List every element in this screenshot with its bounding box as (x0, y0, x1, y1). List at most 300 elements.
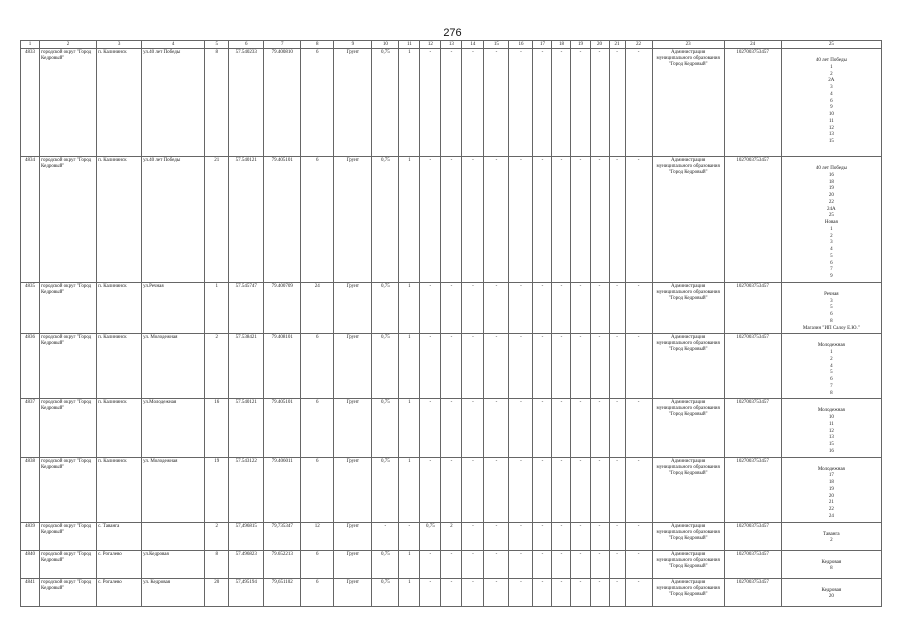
table-cell: - (420, 49, 441, 157)
table-cell: городской округ "Город Кедровый" (40, 282, 97, 334)
house-list-item: 17 (828, 473, 834, 479)
house-list-cell (781, 49, 881, 157)
registry-table (20, 40, 882, 607)
column-header: 2 (40, 41, 97, 49)
table-cell: - (509, 282, 533, 334)
table-cell: - (590, 49, 609, 157)
table-row (21, 282, 882, 334)
table-cell: - (533, 399, 552, 457)
house-list-item: 16 (828, 172, 834, 178)
table-cell: ул. Кедровая (142, 578, 205, 606)
table-cell: - (484, 578, 509, 606)
table-cell: городской округ "Город Кедровый" (40, 49, 97, 157)
house-list-item: 20 (828, 493, 834, 499)
table-cell: 79,651102 (264, 578, 301, 606)
house-list-item: 6 (830, 260, 833, 266)
table-cell: городской округ "Город Кедровый" (40, 550, 97, 578)
table-cell: - (609, 157, 625, 283)
house-list-item: 2А (828, 78, 835, 84)
table-cell: Грунт (334, 578, 372, 606)
table-cell: п. Калининск (97, 399, 142, 457)
table-cell: - (372, 522, 399, 550)
table-cell: 1 (399, 457, 420, 522)
table-cell: Грунт (334, 282, 372, 334)
table-cell: - (509, 578, 533, 606)
table-cell: Грунт (334, 550, 372, 578)
table-cell: 57.540121 (229, 157, 264, 283)
table-cell: - (625, 49, 652, 157)
table-cell: Грунт (334, 49, 372, 157)
house-list-item: 5 (830, 305, 833, 311)
column-header: 21 (609, 41, 625, 49)
table-cell: п. Калининск (97, 282, 142, 334)
table-cell: - (533, 282, 552, 334)
table-cell: с. Рогалево (97, 550, 142, 578)
table-cell: Администрация муниципального образования "Город Кедровый" (652, 399, 724, 457)
table-cell: 8 (205, 49, 229, 157)
column-header: 5 (205, 41, 229, 49)
table-cell: 0,75 (372, 457, 399, 522)
table-cell: - (590, 334, 609, 399)
table-cell: - (533, 334, 552, 399)
house-list-item: 9 (830, 274, 833, 279)
table-row (21, 457, 882, 522)
table-cell: 1027003753457 (724, 282, 781, 334)
table-cell: 79.405101 (264, 399, 301, 457)
table-cell: - (609, 457, 625, 522)
column-header: 7 (264, 41, 301, 49)
house-list-item: Кедровая (821, 587, 842, 593)
table-cell: 0,75 (372, 282, 399, 334)
house-list-item: 19 (828, 186, 834, 192)
table-cell: - (552, 457, 571, 522)
house-list-item: Речная (824, 291, 839, 297)
table-cell: городской округ "Город Кедровый" (40, 522, 97, 550)
table-cell: Администрация муниципального образования "Город Кедровый" (652, 49, 724, 157)
table-cell: - (420, 334, 441, 399)
table-cell: - (625, 334, 652, 399)
table-cell: 0,75 (372, 157, 399, 283)
column-header: 9 (334, 41, 372, 49)
table-cell: 79.652213 (264, 550, 301, 578)
table-cell: - (590, 457, 609, 522)
table-cell: - (484, 550, 509, 578)
column-header: 14 (462, 41, 484, 49)
table-cell: 57.540233 (229, 49, 264, 157)
house-list-item: 15 (828, 442, 834, 447)
table-cell: - (590, 578, 609, 606)
table-cell: - (484, 157, 509, 283)
house-list-item: 1 (830, 226, 833, 232)
table-cell: - (609, 49, 625, 157)
table-cell: - (441, 157, 462, 283)
table-cell: 12 (301, 522, 334, 550)
house-list-item: 18 (828, 480, 834, 485)
house-list-item: 8 (830, 390, 833, 396)
table-cell: 1 (399, 157, 420, 283)
table-cell: п. Калининск (97, 49, 142, 157)
table-cell: 1027003753457 (724, 550, 781, 578)
table-cell: п. Калининск (97, 457, 142, 522)
table-cell: - (552, 157, 571, 283)
table-cell: 1 (205, 282, 229, 334)
house-list-item: 40 лет Победы (815, 166, 847, 171)
table-cell: 16 (205, 399, 229, 457)
table-cell: 57.496823 (229, 550, 264, 578)
table-row (21, 578, 882, 606)
table-cell: 2 (441, 522, 462, 550)
table-cell: ул. Молодежная (142, 334, 205, 399)
table-cell: - (441, 550, 462, 578)
table-cell: - (590, 522, 609, 550)
table-cell: 57,495194 (229, 578, 264, 606)
table-cell: - (399, 522, 420, 550)
table-cell: 1027003753457 (724, 578, 781, 606)
table-cell: - (552, 578, 571, 606)
table-cell: - (533, 457, 552, 522)
table-cell: - (509, 157, 533, 283)
column-header: 25 (781, 41, 881, 49)
table-cell: - (441, 399, 462, 457)
table-cell: 1 (399, 49, 420, 157)
table-cell: - (420, 157, 441, 283)
house-list-item: Молодежная (817, 343, 845, 349)
table-cell: - (420, 578, 441, 606)
table-cell: - (462, 282, 484, 334)
house-list-item: 4 (830, 363, 833, 369)
table-cell: Администрация муниципального образования "Город Кедровый" (652, 550, 724, 578)
table-cell: - (552, 334, 571, 399)
table-cell: - (462, 334, 484, 399)
table-cell: - (609, 550, 625, 578)
house-list-item: 9 (830, 105, 833, 111)
house-list-item: 5 (830, 253, 833, 259)
table-cell: Грунт (334, 334, 372, 399)
table-row (21, 399, 882, 457)
table-cell: - (484, 399, 509, 457)
house-list-item: Магазин "ИП Салоу Е.Ю." (802, 325, 860, 331)
column-header: 6 (229, 41, 264, 49)
house-list-cell (781, 550, 881, 578)
table-cell: - (509, 49, 533, 157)
table-cell: - (509, 550, 533, 578)
table-cell: с. Рогалево (97, 578, 142, 606)
table-cell: 8 (205, 550, 229, 578)
table-cell: 4839 (21, 522, 40, 550)
table-cell: 1 (399, 578, 420, 606)
table-cell: городской округ "Город Кедровый" (40, 457, 97, 522)
table-cell: 79.400709 (264, 282, 301, 334)
table-cell: 1027003753457 (724, 334, 781, 399)
house-list-item: 5 (830, 370, 833, 376)
table-cell: городской округ "Город Кедровый" (40, 157, 97, 283)
table-cell: 4837 (21, 399, 40, 457)
table-cell: - (590, 399, 609, 457)
house-list-item: 16 (828, 448, 834, 454)
table-cell: - (420, 550, 441, 578)
table-cell: 6 (301, 457, 334, 522)
table-cell: Грунт (334, 457, 372, 522)
house-list-item: 2 (830, 356, 833, 362)
table-row (21, 157, 882, 283)
table-cell: 4841 (21, 578, 40, 606)
table-cell: 21 (205, 157, 229, 283)
table-cell: - (571, 282, 590, 334)
house-list-item: 10 (828, 415, 834, 420)
table-cell: 2 (205, 522, 229, 550)
table-cell: - (420, 399, 441, 457)
column-header: 11 (399, 41, 420, 49)
house-list-cell (781, 282, 881, 334)
column-header: 3 (97, 41, 142, 49)
house-list-item: Новая (824, 220, 838, 225)
house-list-item: 1 (830, 350, 833, 355)
column-header: 18 (552, 41, 571, 49)
table-cell: - (462, 522, 484, 550)
table-cell: - (625, 550, 652, 578)
house-list-item: 20 (828, 193, 834, 198)
table-cell: - (462, 157, 484, 283)
table-cell: - (420, 457, 441, 522)
table-cell: 0,75 (372, 49, 399, 157)
table-cell: - (590, 157, 609, 283)
table-row (21, 334, 882, 399)
table-cell: городской округ "Город Кедровый" (40, 399, 97, 457)
table-cell: - (420, 282, 441, 334)
table-cell: 4835 (21, 282, 40, 334)
column-header: 10 (372, 41, 399, 49)
table-cell: - (571, 578, 590, 606)
table-cell: 4840 (21, 550, 40, 578)
table-cell: Администрация муниципального образования "Город Кедровый" (652, 457, 724, 522)
house-list-cell (781, 457, 881, 522)
table-cell: - (462, 550, 484, 578)
house-list-item: 12 (828, 428, 834, 434)
table-cell: - (609, 578, 625, 606)
house-list-item: 8 (830, 318, 833, 324)
column-header: 22 (625, 41, 652, 49)
table-cell: 0,75 (372, 334, 399, 399)
table-cell: 1 (399, 399, 420, 457)
table-cell: 79.406011 (264, 457, 301, 522)
table-cell: - (441, 578, 462, 606)
column-header: 16 (509, 41, 533, 49)
table-cell: Грунт (334, 399, 372, 457)
table-cell: - (533, 550, 552, 578)
house-list-item: 12 (828, 125, 834, 131)
table-cell: - (484, 457, 509, 522)
table-cell: 4834 (21, 157, 40, 283)
house-list-item: 4 (830, 247, 833, 252)
house-list-item: 11 (828, 118, 834, 124)
table-row (21, 49, 882, 157)
table-cell: - (625, 157, 652, 283)
house-list-cell (781, 578, 881, 606)
column-header: 13 (441, 41, 462, 49)
table-cell: ул. Молодежная (142, 457, 205, 522)
table-cell: 2 (205, 334, 229, 399)
house-list-item: 6 (830, 98, 833, 104)
table-cell: - (625, 399, 652, 457)
table-cell: п. Калининск (97, 157, 142, 283)
house-list-item: 3 (830, 298, 833, 304)
table-row (21, 550, 882, 578)
house-list-item: 6 (830, 312, 833, 317)
column-header: 4 (142, 41, 205, 49)
house-list-item: 2 (830, 71, 833, 77)
table-cell: - (533, 49, 552, 157)
house-list-item: 6 (830, 377, 833, 382)
table-cell: ул.40 лет Победы (142, 49, 205, 157)
table-cell: 57,496815 (229, 522, 264, 550)
table-cell: ул.40 лет Победы (142, 157, 205, 283)
house-list-item: 4 (830, 91, 833, 97)
house-list-item: 19 (828, 486, 834, 492)
table-cell: 20 (205, 578, 229, 606)
table-cell: - (625, 522, 652, 550)
table-cell: - (625, 457, 652, 522)
table-cell: - (571, 399, 590, 457)
table-cell: ул.Молодежная (142, 399, 205, 457)
table-cell: - (571, 522, 590, 550)
table-cell: - (590, 550, 609, 578)
table-cell: Администрация муниципального образования "Город Кедровый" (652, 157, 724, 283)
house-list-item: Кедровая (821, 559, 842, 565)
column-header: 23 (652, 41, 724, 49)
table-cell: - (441, 49, 462, 157)
table-cell: - (625, 282, 652, 334)
house-list-item: Молодежная (817, 466, 845, 472)
table-cell: - (441, 282, 462, 334)
table-cell: 6 (301, 399, 334, 457)
house-list-item: 40 лет Победы (815, 58, 847, 63)
column-header: 17 (533, 41, 552, 49)
house-list-item: 2 (830, 538, 833, 544)
table-cell: 79.405101 (264, 157, 301, 283)
house-list-item: 22 (828, 507, 834, 512)
table-cell: - (462, 399, 484, 457)
house-list-cell (781, 522, 881, 550)
house-list-item: 24А (827, 206, 836, 212)
table-cell: Администрация муниципального образования "Город Кедровый" (652, 334, 724, 399)
table-cell: 1027003753457 (724, 49, 781, 157)
table-cell: 6 (301, 157, 334, 283)
table-cell: - (533, 578, 552, 606)
table-cell: городской округ "Город Кедровый" (40, 334, 97, 399)
table-cell: - (462, 578, 484, 606)
column-header: 24 (724, 41, 781, 49)
house-list-item: 22 (828, 199, 834, 205)
house-list-cell (781, 157, 881, 283)
house-list-item: 7 (830, 267, 833, 273)
column-header: 12 (420, 41, 441, 49)
table-cell: 4833 (21, 49, 40, 157)
table-cell: 1027003753457 (724, 399, 781, 457)
table-cell: - (509, 457, 533, 522)
house-list-cell (781, 399, 881, 457)
table-cell: 6 (301, 334, 334, 399)
house-list-item: Таванга (823, 531, 840, 537)
table-cell: 1 (399, 550, 420, 578)
table-cell: 1 (399, 334, 420, 399)
house-list-cell (781, 334, 881, 399)
table-cell: - (609, 522, 625, 550)
house-list-item: 1 (830, 64, 833, 70)
table-cell: 0,75 (372, 578, 399, 606)
table-row (21, 522, 882, 550)
header-row (21, 41, 882, 49)
house-list-item: 24 (828, 513, 834, 519)
house-list-item: 25 (828, 213, 834, 219)
table-cell: 6 (301, 550, 334, 578)
table-cell: 79.400810 (264, 49, 301, 157)
table-cell: с. Таванга (97, 522, 142, 550)
table-cell: 0,75 (372, 399, 399, 457)
column-header: 1 (21, 41, 40, 49)
table-cell: - (609, 399, 625, 457)
table-cell: - (441, 457, 462, 522)
house-list-item: Молодежная (817, 408, 845, 414)
house-list-item: 21 (828, 500, 834, 506)
table-cell: городской округ "Город Кедровый" (40, 578, 97, 606)
column-header: 8 (301, 41, 334, 49)
table-cell: ул.Речная (142, 282, 205, 334)
table-cell: - (552, 49, 571, 157)
table-cell: - (484, 282, 509, 334)
table-cell: - (484, 334, 509, 399)
house-list-item: 11 (828, 421, 834, 427)
table-cell: - (462, 49, 484, 157)
table-cell: 57.543122 (229, 457, 264, 522)
table-cell: - (609, 282, 625, 334)
house-list-item: 20 (828, 594, 834, 600)
house-list-item: 15 (828, 139, 834, 144)
table-cell: - (533, 157, 552, 283)
table-cell: ул.Кедровая (142, 550, 205, 578)
table-cell: - (462, 457, 484, 522)
table-cell: 57.540121 (229, 399, 264, 457)
table-cell (142, 522, 205, 550)
house-list-item: 2 (830, 233, 833, 239)
table-cell: 57.538421 (229, 334, 264, 399)
table-cell: - (552, 550, 571, 578)
table-cell: 6 (301, 49, 334, 157)
house-list-item: 8 (830, 566, 833, 572)
table-cell: - (484, 49, 509, 157)
table-cell: 0,75 (420, 522, 441, 550)
house-list-item: 3 (830, 240, 833, 246)
table-cell: Грунт (334, 157, 372, 283)
table-cell: - (509, 334, 533, 399)
table-cell: - (609, 334, 625, 399)
table-cell: - (571, 49, 590, 157)
house-list-item: 18 (828, 179, 834, 185)
table-cell: Администрация муниципального образования "Город Кедровый" (652, 522, 724, 550)
table-cell: 1027003753457 (724, 157, 781, 283)
table-cell: 1027003753457 (724, 457, 781, 522)
house-list-item: 13 (828, 132, 834, 138)
table-cell: - (509, 522, 533, 550)
table-cell: - (552, 522, 571, 550)
table-cell: 0,75 (372, 550, 399, 578)
table-cell: 19 (205, 457, 229, 522)
table-cell: 57.545747 (229, 282, 264, 334)
table-cell: - (571, 334, 590, 399)
table-cell: Администрация муниципального образования "Город Кедровый" (652, 282, 724, 334)
table-cell: - (533, 522, 552, 550)
table-cell: 1 (399, 282, 420, 334)
table-cell: - (571, 157, 590, 283)
